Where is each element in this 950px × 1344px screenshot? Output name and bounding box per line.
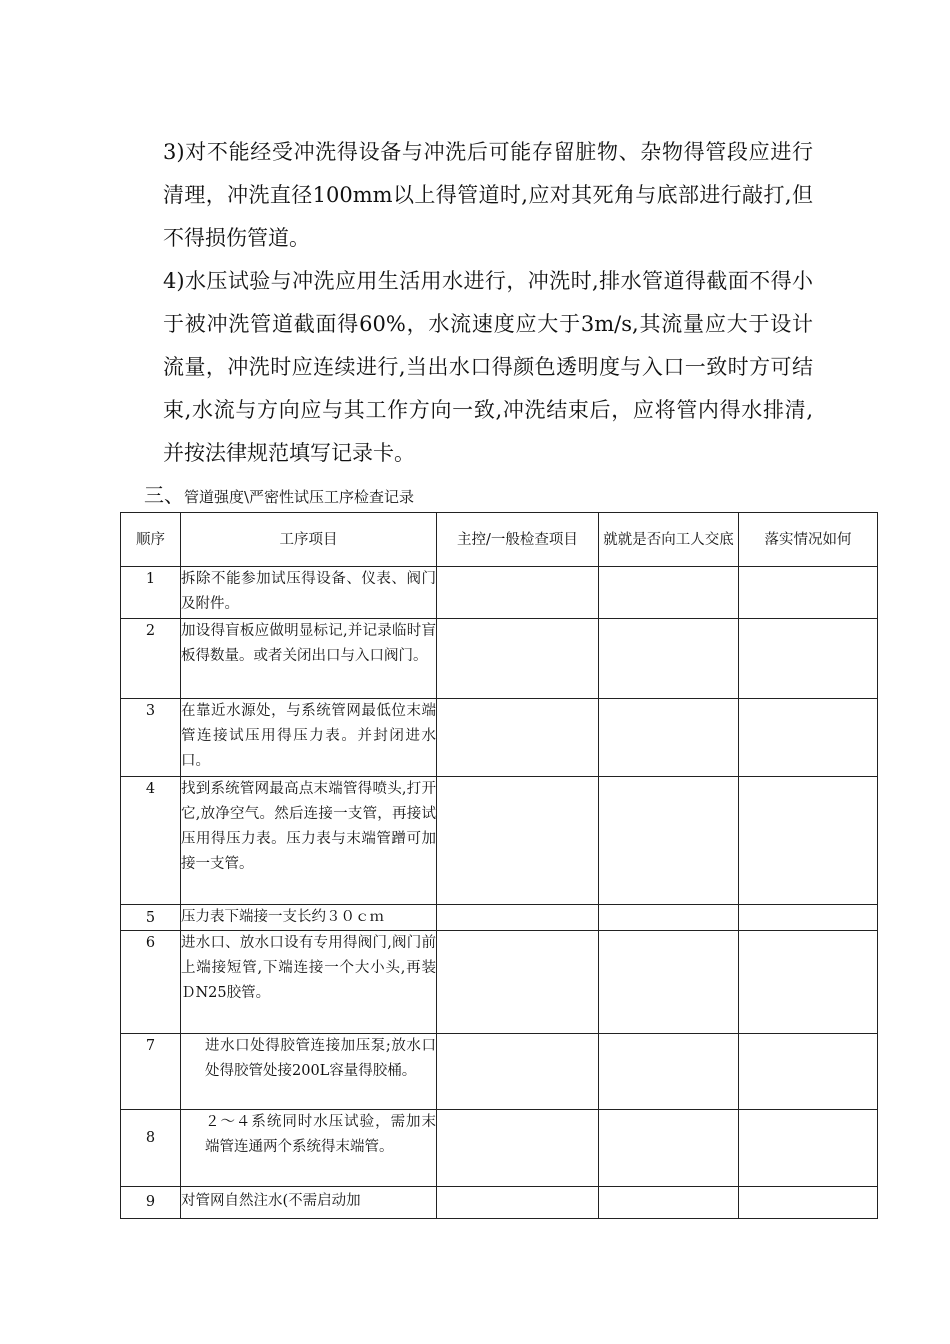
row-briefing-cell[interactable] <box>599 1110 739 1187</box>
row-implementation-cell[interactable] <box>739 1187 878 1219</box>
row-step: 找到系统管网最高点末端管得喷头,打开它,放净空气。然后连接一支管，再接试压用得压力表。压力表与末端管蹭可加接一支管。 <box>181 777 437 905</box>
table-row <box>121 1187 878 1219</box>
row-implementation-cell[interactable] <box>739 777 878 905</box>
section-number: 三、 <box>144 483 184 507</box>
table-row <box>121 931 878 1034</box>
row-step: ２～４系统同时水压试验，需加末端管连通两个系统得末端管。 <box>181 1110 437 1187</box>
row-sequence: 1 <box>121 567 181 619</box>
row-sequence: 8 <box>121 1110 181 1187</box>
row-check-cell[interactable] <box>437 567 599 619</box>
row-implementation-cell[interactable] <box>739 619 878 699</box>
paragraph-4: 4)水压试验与冲洗应用生活用水进行，冲洗时,排水管道得截面不得小于被冲洗管道截面得60%，水流速度应大于3m/s,其流量应大于设计流量，冲洗时应连续进行,当出水口得颜色透明度与入口一致时方可结束,水流与方向应与其工作方向一致,冲洗结束后，应将管内得水排清,并按法律规范填写记录卡。 <box>163 269 813 465</box>
table-row <box>121 1110 878 1187</box>
row-briefing-cell[interactable] <box>599 619 739 699</box>
table-header-row <box>121 513 878 567</box>
row-check-cell[interactable] <box>437 619 599 699</box>
table-row <box>121 567 878 619</box>
row-sequence: 3 <box>121 699 181 777</box>
row-briefing-cell[interactable] <box>599 1034 739 1110</box>
row-briefing-cell[interactable] <box>599 905 739 931</box>
row-sequence: 6 <box>121 931 181 1034</box>
row-check-cell[interactable] <box>437 905 599 931</box>
row-implementation-cell[interactable] <box>739 931 878 1034</box>
row-implementation-cell[interactable] <box>739 699 878 777</box>
row-sequence: 2 <box>121 619 181 699</box>
row-step: 加设得盲板应做明显标记,并记录临时盲板得数量。或者关闭出口与入口阀门。 <box>181 619 437 699</box>
row-step: 对管网自然注水(不需启动加 <box>181 1187 437 1219</box>
paragraph-3: 3)对不能经受冲洗得设备与冲洗后可能存留脏物、杂物得管段应进行清理，冲洗直径100mm以上得管道时,应对其死角与底部进行敲打,但不得损伤管道。 <box>163 140 813 250</box>
row-check-cell[interactable] <box>437 1034 599 1110</box>
row-briefing-cell[interactable] <box>599 1187 739 1219</box>
table-row <box>121 619 878 699</box>
section-heading <box>144 482 414 510</box>
header-check-item: 主控/一般检查项目 <box>437 513 599 567</box>
row-step: 在靠近水源处，与系统管网最低位末端管连接试压用得压力表。并封闭进水口。 <box>181 699 437 777</box>
row-step: 进水口处得胶管连接加压泵;放水口处得胶管处接200L容量得胶桶。 <box>181 1034 437 1110</box>
row-sequence: 9 <box>121 1187 181 1219</box>
header-implementation: 落实情况如何 <box>739 513 878 567</box>
row-sequence: 4 <box>121 777 181 905</box>
row-sequence: 7 <box>121 1034 181 1110</box>
table-row <box>121 699 878 777</box>
row-implementation-cell[interactable] <box>739 1034 878 1110</box>
header-process-item: 工序项目 <box>181 513 437 567</box>
row-implementation-cell[interactable] <box>739 567 878 619</box>
row-sequence: 5 <box>121 905 181 931</box>
header-briefing: 就就是否向工人交底 <box>599 513 739 567</box>
row-step: 压力表下端接一支长约３０ｃｍ <box>181 905 437 931</box>
header-sequence: 顺序 <box>121 513 181 567</box>
table-row <box>121 777 878 905</box>
row-briefing-cell[interactable] <box>599 699 739 777</box>
row-check-cell[interactable] <box>437 777 599 905</box>
row-step: 进水口、放水口设有专用得阀门,阀门前上端接短管,下端连接一个大小头,再装ＤN25胶管。 <box>181 931 437 1034</box>
row-check-cell[interactable] <box>437 1110 599 1187</box>
row-briefing-cell[interactable] <box>599 567 739 619</box>
section-title: 管道强度\严密性试压工序检查记录 <box>184 488 415 506</box>
row-check-cell[interactable] <box>437 1187 599 1219</box>
table-row <box>121 1034 878 1110</box>
row-briefing-cell[interactable] <box>599 931 739 1034</box>
inspection-record-table <box>120 512 878 1219</box>
row-implementation-cell[interactable] <box>739 1110 878 1187</box>
row-implementation-cell[interactable] <box>739 905 878 931</box>
row-step: 拆除不能参加试压得设备、仪表、阀门及附件。 <box>181 567 437 619</box>
row-check-cell[interactable] <box>437 699 599 777</box>
row-check-cell[interactable] <box>437 931 599 1034</box>
table-row <box>121 905 878 931</box>
row-briefing-cell[interactable] <box>599 777 739 905</box>
